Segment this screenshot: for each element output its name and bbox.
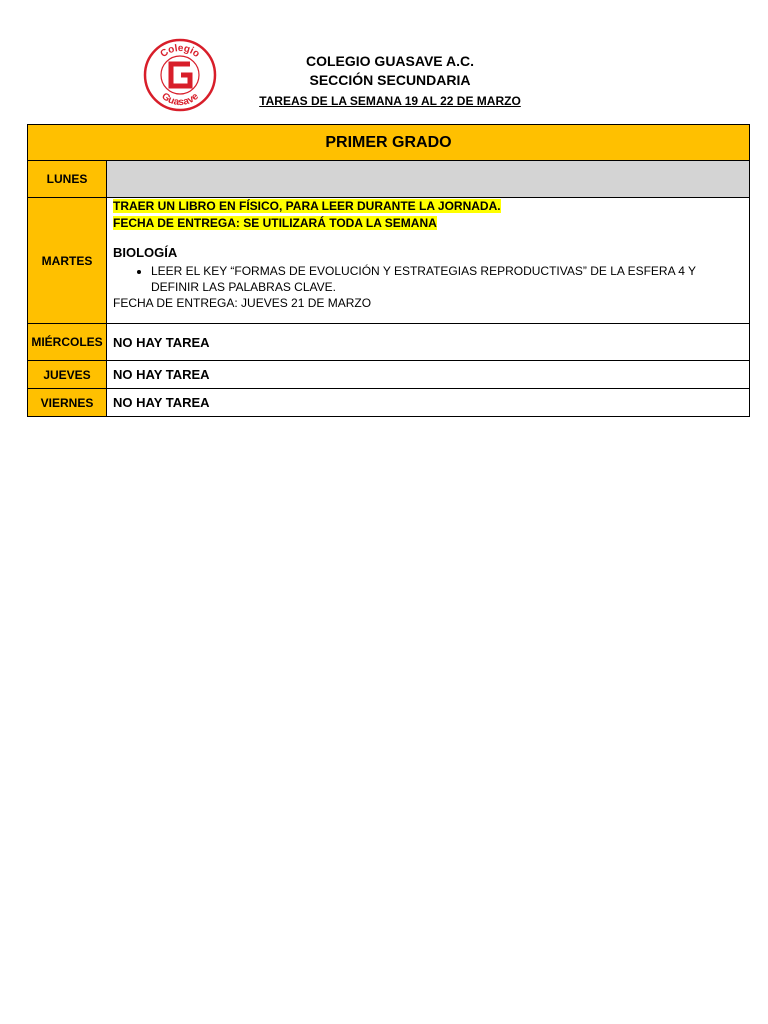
document-header [170, 52, 610, 111]
day-row-monday [28, 161, 750, 198]
task-list [113, 263, 743, 295]
day-row-friday [28, 389, 750, 417]
wednesday-content: NO HAY TAREA [107, 324, 750, 361]
reading-reminder: TRAER UN LIBRO EN FÍSICO, PARA LEER DURANTE LA JORNADA. [113, 199, 501, 213]
grade-row [28, 125, 750, 161]
thursday-content: NO HAY TAREA [107, 361, 750, 389]
task-item: • LEER EL KEY “FORMAS DE EVOLUCIÓN Y ESTRATEGIAS REPRODUCTIVAS” DE LA ESFERA 4 Y DEFINIR LAS PALABRAS CLAVE. [151, 263, 743, 295]
tuesday-content [107, 198, 750, 324]
subject-title: BIOLOGÍA [113, 245, 178, 260]
task-due-date: FECHA DE ENTREGA: JUEVES 21 DE MARZO [113, 296, 372, 310]
friday-content: NO HAY TAREA [107, 389, 750, 417]
day-row-wednesday [28, 324, 750, 361]
day-row-tuesday [28, 198, 750, 324]
day-row-thursday [28, 361, 750, 389]
day-label-thursday: JUEVES [28, 361, 107, 389]
section-name: SECCIÓN SECUNDARIA [309, 72, 471, 88]
reading-due: FECHA DE ENTREGA: SE UTILIZARÁ TODA LA SEMANA [113, 216, 437, 230]
homework-table [27, 124, 750, 417]
svg-text:Colegio: Colegio [158, 42, 202, 60]
day-label-tuesday: MARTES [28, 198, 107, 324]
day-label-monday: LUNES [28, 161, 107, 198]
day-label-wednesday: MIÉRCOLES [28, 324, 107, 361]
day-label-friday: VIERNES [28, 389, 107, 417]
week-title: TAREAS DE LA SEMANA 19 AL 22 DE MARZO [259, 94, 521, 108]
monday-content [107, 161, 750, 198]
grade-title: PRIMER GRADO [28, 125, 750, 161]
school-name: COLEGIO GUASAVE A.C. [305, 53, 474, 69]
svg-text:Guasave: Guasave [159, 90, 201, 109]
